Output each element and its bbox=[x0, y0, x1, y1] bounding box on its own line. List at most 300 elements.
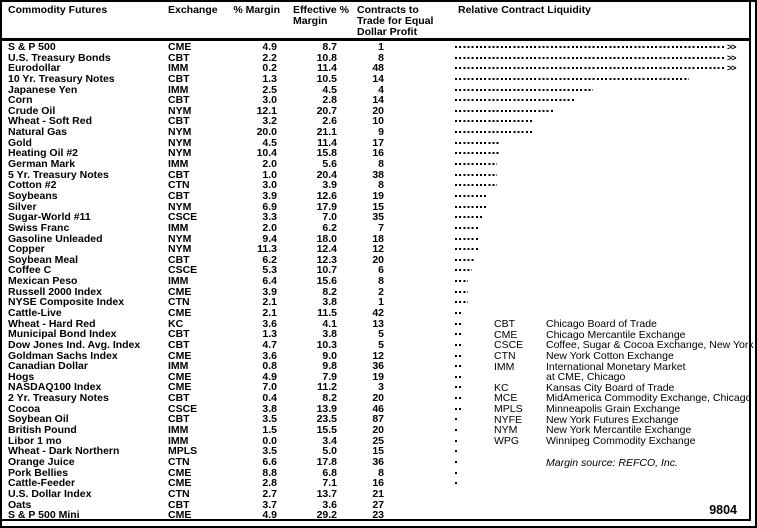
legend-exchange-code: WPG bbox=[494, 435, 520, 448]
liquidity-dotbar bbox=[455, 216, 484, 218]
liquidity-dotbar bbox=[455, 67, 726, 69]
contracts-cell: 25 bbox=[372, 434, 384, 447]
legend-exchange-code: NYFE bbox=[494, 413, 523, 426]
exchange-cell: CBT bbox=[168, 392, 190, 405]
margin-cell: 2.0 bbox=[262, 158, 277, 171]
commodity-cell: Soybean Meal bbox=[8, 253, 79, 266]
contracts-cell: 1 bbox=[378, 41, 384, 53]
commodity-cell: Swiss Franc bbox=[8, 221, 70, 234]
legend-exchange-name: Winnipeg Commodity Exchange bbox=[546, 435, 696, 448]
margin-cell: 4.5 bbox=[262, 136, 277, 149]
contracts-cell: 8 bbox=[378, 275, 384, 288]
liquidity-dotbar bbox=[455, 280, 468, 282]
legend-exchange-name: International Monetary Market bbox=[546, 360, 686, 373]
effective-margin-cell: 2.8 bbox=[322, 94, 337, 107]
effective-margin-cell: 17.9 bbox=[316, 200, 337, 213]
commodity-cell: U.S. Treasury Bonds bbox=[8, 51, 111, 64]
commodity-cell: Heating Oil #2 bbox=[8, 147, 79, 160]
exchange-cell: CME bbox=[168, 477, 192, 490]
exchange-cell: CBT bbox=[168, 413, 190, 426]
effective-margin-cell: 15.5 bbox=[316, 424, 337, 437]
effective-margin-cell: 10.8 bbox=[316, 51, 337, 64]
effective-margin-cell: 6.2 bbox=[322, 221, 337, 234]
exchange-cell: CTN bbox=[168, 487, 190, 500]
header-line: Effective % bbox=[293, 4, 350, 16]
commodity-cell: Silver bbox=[8, 200, 37, 213]
liquidity-dotbar bbox=[455, 291, 468, 293]
legend-exchange-code: KC bbox=[494, 381, 509, 394]
commodity-cell: Goldman Sachs Index bbox=[8, 349, 118, 362]
margin-cell: 11.3 bbox=[257, 243, 277, 256]
contracts-cell: 35 bbox=[372, 211, 384, 224]
contracts-cell: 23 bbox=[372, 509, 384, 522]
commodity-cell: Wheat - Dark Northern bbox=[8, 445, 120, 458]
legend-entry bbox=[2, 362, 755, 373]
exchange-cell: CSCE bbox=[168, 402, 198, 415]
liquidity-dotbar bbox=[455, 206, 488, 208]
commodity-cell: 10 Yr. Treasury Notes bbox=[8, 72, 115, 85]
exchange-cell: IMM bbox=[168, 434, 189, 447]
exchange-cell: IMM bbox=[168, 158, 189, 171]
contracts-cell: 15 bbox=[372, 200, 384, 213]
commodity-cell: Wheat - Hard Red bbox=[8, 317, 96, 330]
contracts-cell: 38 bbox=[372, 168, 384, 181]
contracts-cell: 12 bbox=[372, 243, 384, 256]
effective-margin-cell: 11.5 bbox=[317, 307, 337, 319]
exchange-cell: CME bbox=[168, 381, 192, 394]
effective-margin-cell: 2.6 bbox=[322, 115, 337, 128]
liquidity-dotbar bbox=[455, 89, 593, 91]
effective-margin-cell: 18.0 bbox=[316, 232, 337, 245]
commodity-cell: Hogs bbox=[8, 370, 35, 383]
margin-cell: 10.4 bbox=[256, 147, 277, 160]
liquidity-dotbar bbox=[455, 163, 497, 165]
liquidity-dotbar bbox=[455, 461, 459, 463]
margin-cell: 4.7 bbox=[262, 338, 277, 351]
exchange-cell: CBT bbox=[168, 168, 190, 181]
effective-margin-cell: 10.3 bbox=[316, 338, 337, 351]
legend-exchange-name: at CME, Chicago bbox=[546, 371, 626, 384]
page-code: 9804 bbox=[709, 503, 737, 517]
exchange-cell: CTN bbox=[168, 296, 190, 309]
liquidity-dotbar bbox=[455, 57, 726, 59]
effective-margin-cell: 17.8 bbox=[316, 455, 337, 468]
margin-cell: 3.8 bbox=[262, 402, 277, 415]
liquidity-dotbar bbox=[455, 184, 497, 186]
margin-cell: 3.3 bbox=[262, 211, 277, 224]
contracts-cell: 36 bbox=[372, 360, 384, 373]
column-header-effective-margin bbox=[293, 5, 349, 27]
margin-cell: 1.0 bbox=[262, 168, 277, 181]
exchange-cell: KC bbox=[168, 317, 184, 330]
header-line: Dollar Profit bbox=[357, 26, 418, 38]
liquidity-dotbar bbox=[455, 301, 468, 303]
legend-exchange-name: Coffee, Sugar & Cocoa Exchange, New York bbox=[546, 339, 754, 352]
table-row bbox=[2, 223, 755, 234]
margin-cell: 3.6 bbox=[262, 349, 277, 362]
liquidity-dotbar bbox=[455, 472, 459, 474]
commodity-cell: Russell 2000 Index bbox=[8, 285, 102, 298]
margin-cell: 7.0 bbox=[262, 381, 277, 394]
liquidity-dotbar bbox=[455, 269, 472, 271]
commodity-cell: 5 Yr. Treasury Notes bbox=[8, 168, 109, 181]
header-line: Contracts to bbox=[357, 4, 419, 16]
liquidity-overflow-marker: >> bbox=[727, 42, 736, 52]
exchange-cell: CBT bbox=[168, 72, 190, 85]
liquidity-dotbar bbox=[455, 120, 534, 122]
legend-exchange-code: NYM bbox=[494, 424, 518, 437]
exchange-cell: CSCE bbox=[168, 264, 198, 277]
liquidity-dotbar bbox=[455, 248, 480, 250]
liquidity-dotbar bbox=[455, 99, 576, 101]
effective-margin-cell: 7.0 bbox=[322, 211, 337, 224]
commodity-cell: Dow Jones Ind. Avg. Index bbox=[8, 338, 141, 351]
legend-exchange-name: Kansas City Board of Trade bbox=[546, 381, 675, 394]
contracts-cell: 5 bbox=[378, 338, 384, 351]
liquidity-dotbar bbox=[455, 110, 555, 112]
commodity-cell: S & P 500 bbox=[8, 41, 56, 53]
commodity-cell: Crude Oil bbox=[8, 104, 56, 117]
margin-cell: 3.9 bbox=[262, 285, 277, 298]
effective-margin-cell: 21.1 bbox=[316, 126, 337, 139]
contracts-cell: 20 bbox=[372, 104, 384, 117]
legend-exchange-name: Chicago Board of Trade bbox=[546, 318, 657, 330]
contracts-cell: 10 bbox=[372, 115, 384, 128]
contracts-cell: 14 bbox=[372, 72, 384, 85]
exchange-cell: CBT bbox=[168, 338, 190, 351]
margin-cell: 2.1 bbox=[262, 307, 277, 319]
contracts-cell: 2 bbox=[378, 285, 384, 298]
margin-cell: 12.1 bbox=[256, 104, 277, 117]
liquidity-dotbar bbox=[455, 131, 534, 133]
margin-cell: 6.2 bbox=[262, 253, 277, 266]
exchange-cell: CME bbox=[168, 349, 192, 362]
margin-cell: 2.7 bbox=[262, 487, 277, 500]
legend-exchange-name: New York Futures Exchange bbox=[546, 413, 679, 426]
commodity-cell: Gold bbox=[8, 136, 32, 149]
liquidity-dotbar bbox=[455, 238, 480, 240]
header-line: Trade for Equal bbox=[357, 15, 434, 27]
legend-exchange-name: New York Mercantile Exchange bbox=[546, 424, 692, 437]
effective-margin-cell: 6.8 bbox=[322, 466, 337, 479]
exchange-cell: IMM bbox=[168, 62, 189, 75]
liquidity-dotbar bbox=[455, 482, 459, 484]
exchange-cell: IMM bbox=[168, 221, 189, 234]
commodity-cell: Cattle-Feeder bbox=[8, 477, 76, 490]
contracts-cell: 17 bbox=[372, 136, 384, 149]
commodity-cell: Gasoline Unleaded bbox=[8, 232, 103, 245]
margin-cell: 4.9 bbox=[262, 509, 277, 522]
contracts-cell: 8 bbox=[378, 51, 384, 64]
legend-exchange-code: CBT bbox=[494, 318, 515, 330]
effective-margin-cell: 8.7 bbox=[322, 41, 337, 53]
contracts-cell: 48 bbox=[372, 62, 384, 75]
commodity-cell: British Pound bbox=[8, 424, 77, 437]
exchange-cell: CME bbox=[168, 370, 192, 383]
commodity-cell: 2 Yr. Treasury Notes bbox=[8, 392, 109, 405]
legend-entry bbox=[2, 351, 755, 362]
margin-cell: 3.7 bbox=[262, 498, 277, 511]
exchange-cell: CBT bbox=[168, 328, 190, 341]
effective-margin-cell: 23.5 bbox=[316, 413, 337, 426]
contracts-cell: 8 bbox=[378, 179, 384, 192]
contracts-cell: 9 bbox=[378, 126, 384, 139]
margin-source-note: Margin source: REFCO, Inc. bbox=[546, 457, 678, 469]
exchange-cell: CME bbox=[168, 307, 192, 319]
exchange-cell: IMM bbox=[168, 360, 189, 373]
contracts-cell: 87 bbox=[372, 413, 384, 426]
contracts-cell: 1 bbox=[378, 296, 384, 309]
contracts-cell: 8 bbox=[378, 466, 384, 479]
effective-margin-cell: 15.6 bbox=[316, 275, 337, 288]
exchange-cell: CBT bbox=[168, 51, 190, 64]
legend-exchange-code: IMM bbox=[494, 360, 515, 373]
margin-cell: 4.9 bbox=[262, 41, 277, 53]
effective-margin-cell: 8.2 bbox=[322, 392, 337, 405]
liquidity-dotbar bbox=[455, 142, 501, 144]
exchange-cell: CME bbox=[168, 466, 192, 479]
margin-cell: 0.4 bbox=[262, 392, 277, 405]
effective-margin-cell: 8.2 bbox=[322, 285, 337, 298]
effective-margin-cell: 7.9 bbox=[322, 370, 337, 383]
contracts-cell: 20 bbox=[372, 253, 384, 266]
margin-cell: 2.5 bbox=[262, 83, 277, 96]
commodity-cell: Corn bbox=[8, 94, 33, 107]
commodity-cell: NASDAQ100 Index bbox=[8, 381, 102, 394]
exchange-cell: NYM bbox=[168, 200, 192, 213]
margin-cell: 20.0 bbox=[256, 126, 277, 139]
column-header-percent-margin: % Margin bbox=[233, 4, 280, 16]
liquidity-dotbar bbox=[455, 312, 463, 314]
commodity-cell: S & P 500 Mini bbox=[8, 509, 80, 522]
effective-margin-cell: 20.7 bbox=[316, 104, 337, 117]
contracts-cell: 14 bbox=[372, 94, 384, 107]
margin-cell: 0.0 bbox=[262, 434, 277, 447]
legend-exchange-name: New York Cotton Exchange bbox=[546, 349, 674, 362]
legend-exchange-code: CSCE bbox=[494, 339, 524, 352]
effective-margin-cell: 11.2 bbox=[317, 381, 337, 394]
exchange-cell: CME bbox=[168, 285, 192, 298]
commodity-cell: Soybeans bbox=[8, 189, 58, 202]
margin-cell: 9.4 bbox=[262, 232, 277, 245]
exchange-cell: CTN bbox=[168, 455, 190, 468]
effective-margin-cell: 4.1 bbox=[322, 317, 337, 330]
commodity-cell: Libor 1 mo bbox=[8, 434, 62, 447]
commodity-cell: NYSE Composite Index bbox=[8, 296, 125, 309]
commodity-cell: Wheat - Soft Red bbox=[8, 115, 92, 128]
liquidity-dotbar bbox=[455, 227, 480, 229]
exchange-cell: MPLS bbox=[168, 445, 198, 458]
commodity-cell: Copper bbox=[8, 243, 45, 256]
effective-margin-cell: 10.5 bbox=[316, 72, 337, 85]
effective-margin-cell: 12.4 bbox=[316, 243, 337, 256]
liquidity-dotbar bbox=[455, 78, 689, 80]
contracts-cell: 20 bbox=[372, 424, 384, 437]
legend-exchange-code: CTN bbox=[494, 349, 516, 362]
effective-margin-cell: 12.6 bbox=[316, 189, 337, 202]
contracts-cell: 19 bbox=[372, 370, 384, 383]
margin-cell: 2.8 bbox=[262, 477, 277, 490]
table-row bbox=[2, 510, 755, 521]
effective-margin-cell: 13.9 bbox=[316, 402, 337, 415]
margin-cell: 3.0 bbox=[262, 179, 277, 192]
commodity-cell: Natural Gas bbox=[8, 126, 67, 139]
contracts-cell: 36 bbox=[372, 455, 384, 468]
legend-exchange-code: CME bbox=[494, 328, 518, 341]
contracts-cell: 7 bbox=[378, 221, 384, 234]
liquidity-dotbar bbox=[455, 174, 497, 176]
exchange-cell: CBT bbox=[168, 115, 190, 128]
commodity-cell: Mexican Peso bbox=[8, 275, 78, 288]
effective-margin-cell: 3.8 bbox=[322, 296, 337, 309]
commodity-cell: Cattle-Live bbox=[8, 307, 62, 319]
commodity-cell: Coffee C bbox=[8, 264, 52, 277]
commodity-cell: Eurodollar bbox=[8, 62, 61, 75]
margin-cell: 4.9 bbox=[262, 370, 277, 383]
contracts-cell: 8 bbox=[378, 158, 384, 171]
legend-exchange-name: Minneapolis Grain Exchange bbox=[546, 403, 681, 416]
legend-exchange-code: MPLS bbox=[494, 403, 523, 416]
header-line: Margin bbox=[293, 15, 328, 27]
effective-margin-cell: 7.1 bbox=[322, 477, 337, 490]
margin-cell: 3.5 bbox=[262, 445, 277, 458]
margin-cell: 3.0 bbox=[262, 94, 277, 107]
effective-margin-cell: 3.9 bbox=[322, 179, 337, 192]
commodity-cell: U.S. Dollar Index bbox=[8, 487, 92, 500]
exchange-cell: NYM bbox=[168, 136, 192, 149]
margin-cell: 1.3 bbox=[262, 328, 277, 341]
margin-cell: 3.6 bbox=[262, 317, 277, 330]
exchange-cell: NYM bbox=[168, 126, 192, 139]
legend-exchange-name: Chicago Mercantile Exchange bbox=[546, 328, 686, 341]
table-row bbox=[2, 74, 755, 85]
commodity-cell: Oats bbox=[8, 498, 32, 511]
contracts-cell: 27 bbox=[372, 498, 384, 511]
contracts-cell: 21 bbox=[372, 487, 384, 500]
exchange-cell: NYM bbox=[168, 232, 192, 245]
exchange-cell: CBT bbox=[168, 189, 190, 202]
exchange-cell: NYM bbox=[168, 147, 192, 160]
margin-cell: 2.2 bbox=[262, 51, 277, 64]
legend-exchange-code: MCE bbox=[494, 392, 518, 405]
commodity-cell: Orange Juice bbox=[8, 455, 75, 468]
margin-cell: 6.6 bbox=[262, 455, 277, 468]
commodity-cell: Canadian Dollar bbox=[8, 360, 88, 373]
contracts-cell: 6 bbox=[378, 264, 384, 277]
column-header-contracts bbox=[357, 5, 433, 38]
contracts-cell: 19 bbox=[372, 189, 384, 202]
exchange-cell: CME bbox=[168, 509, 192, 522]
commodity-cell: Japanese Yen bbox=[8, 83, 78, 96]
exchange-cell: IMM bbox=[168, 424, 189, 437]
exchange-cell: IMM bbox=[168, 83, 189, 96]
exchange-cell: CSCE bbox=[168, 211, 198, 224]
column-header-commodity-futures: Commodity Futures bbox=[8, 4, 108, 16]
table-row bbox=[2, 489, 755, 500]
exchange-cell: IMM bbox=[168, 275, 189, 288]
contracts-cell: 16 bbox=[372, 477, 384, 490]
legend-exchange-name: MidAmerica Commodity Exchange, Chicago bbox=[546, 392, 752, 405]
header-separator-rule bbox=[2, 38, 751, 41]
margin-cell: 1.5 bbox=[262, 424, 277, 437]
margin-cell: 0.8 bbox=[262, 360, 277, 373]
exchange-cell: CME bbox=[168, 41, 192, 53]
margin-cell: 3.5 bbox=[262, 413, 277, 426]
contracts-cell: 46 bbox=[372, 402, 384, 415]
effective-margin-cell: 12.3 bbox=[316, 253, 337, 266]
contracts-cell: 16 bbox=[372, 147, 384, 160]
exchange-cell: CTN bbox=[168, 179, 190, 192]
commodity-cell: Soybean Oil bbox=[8, 413, 69, 426]
effective-margin-cell: 11.4 bbox=[317, 62, 337, 75]
margin-cell: 2.1 bbox=[262, 296, 277, 309]
margin-cell: 0.2 bbox=[262, 62, 277, 75]
effective-margin-cell: 20.4 bbox=[316, 168, 337, 181]
commodity-cell: German Mark bbox=[8, 158, 76, 171]
commodity-cell: Cocoa bbox=[8, 402, 41, 415]
liquidity-dotbar bbox=[455, 152, 501, 154]
commodity-cell: Sugar-World #11 bbox=[8, 211, 91, 224]
effective-margin-cell: 4.5 bbox=[322, 83, 337, 96]
commodity-cell: Pork Bellies bbox=[8, 466, 69, 479]
contracts-cell: 18 bbox=[372, 232, 384, 245]
margin-cell: 6.9 bbox=[262, 200, 277, 213]
exchange-cell: CBT bbox=[168, 498, 190, 511]
liquidity-overflow-marker: >> bbox=[727, 63, 736, 74]
effective-margin-cell: 11.4 bbox=[317, 136, 337, 149]
legend-entry bbox=[2, 436, 755, 447]
margin-cell: 2.0 bbox=[262, 221, 277, 234]
margin-cell: 3.2 bbox=[262, 115, 277, 128]
exchange-cell: CBT bbox=[168, 253, 190, 266]
exchange-cell: CBT bbox=[168, 94, 190, 107]
contracts-cell: 12 bbox=[372, 349, 384, 362]
exchange-cell: NYM bbox=[168, 243, 192, 256]
effective-margin-cell: 10.7 bbox=[316, 264, 337, 277]
effective-margin-cell: 29.2 bbox=[316, 509, 337, 522]
liquidity-dotbar bbox=[455, 450, 459, 452]
margin-cell: 1.3 bbox=[262, 72, 277, 85]
effective-margin-cell: 15.8 bbox=[316, 147, 337, 160]
effective-margin-cell: 5.6 bbox=[322, 158, 337, 171]
contracts-cell: 15 bbox=[372, 445, 384, 458]
liquidity-dotbar bbox=[455, 46, 726, 48]
margin-cell: 5.3 bbox=[262, 264, 277, 277]
liquidity-overflow-marker: >> bbox=[727, 52, 736, 63]
margin-cell: 8.8 bbox=[262, 466, 277, 479]
effective-margin-cell: 3.4 bbox=[322, 434, 337, 447]
contracts-cell: 20 bbox=[372, 392, 384, 405]
effective-margin-cell: 9.0 bbox=[322, 349, 337, 362]
commodity-cell: Cotton #2 bbox=[8, 179, 57, 192]
commodity-cell: Municipal Bond Index bbox=[8, 328, 117, 341]
contracts-cell: 3 bbox=[378, 381, 384, 394]
effective-margin-cell: 3.8 bbox=[322, 328, 337, 341]
effective-margin-cell: 5.0 bbox=[322, 445, 337, 458]
effective-margin-cell: 3.6 bbox=[322, 498, 337, 511]
exchange-cell: NYM bbox=[168, 104, 192, 117]
column-header-relative-contract-liquidity: Relative Contract Liquidity bbox=[458, 4, 592, 16]
liquidity-dotbar bbox=[455, 259, 476, 261]
contracts-cell: 42 bbox=[372, 307, 384, 319]
table-row bbox=[2, 191, 755, 202]
contracts-cell: 13 bbox=[372, 317, 384, 330]
margin-cell: 6.4 bbox=[262, 275, 277, 288]
contracts-cell: 4 bbox=[378, 83, 384, 96]
column-header-exchange: Exchange bbox=[168, 4, 218, 16]
liquidity-dotbar bbox=[455, 195, 488, 197]
effective-margin-cell: 9.8 bbox=[322, 360, 337, 373]
